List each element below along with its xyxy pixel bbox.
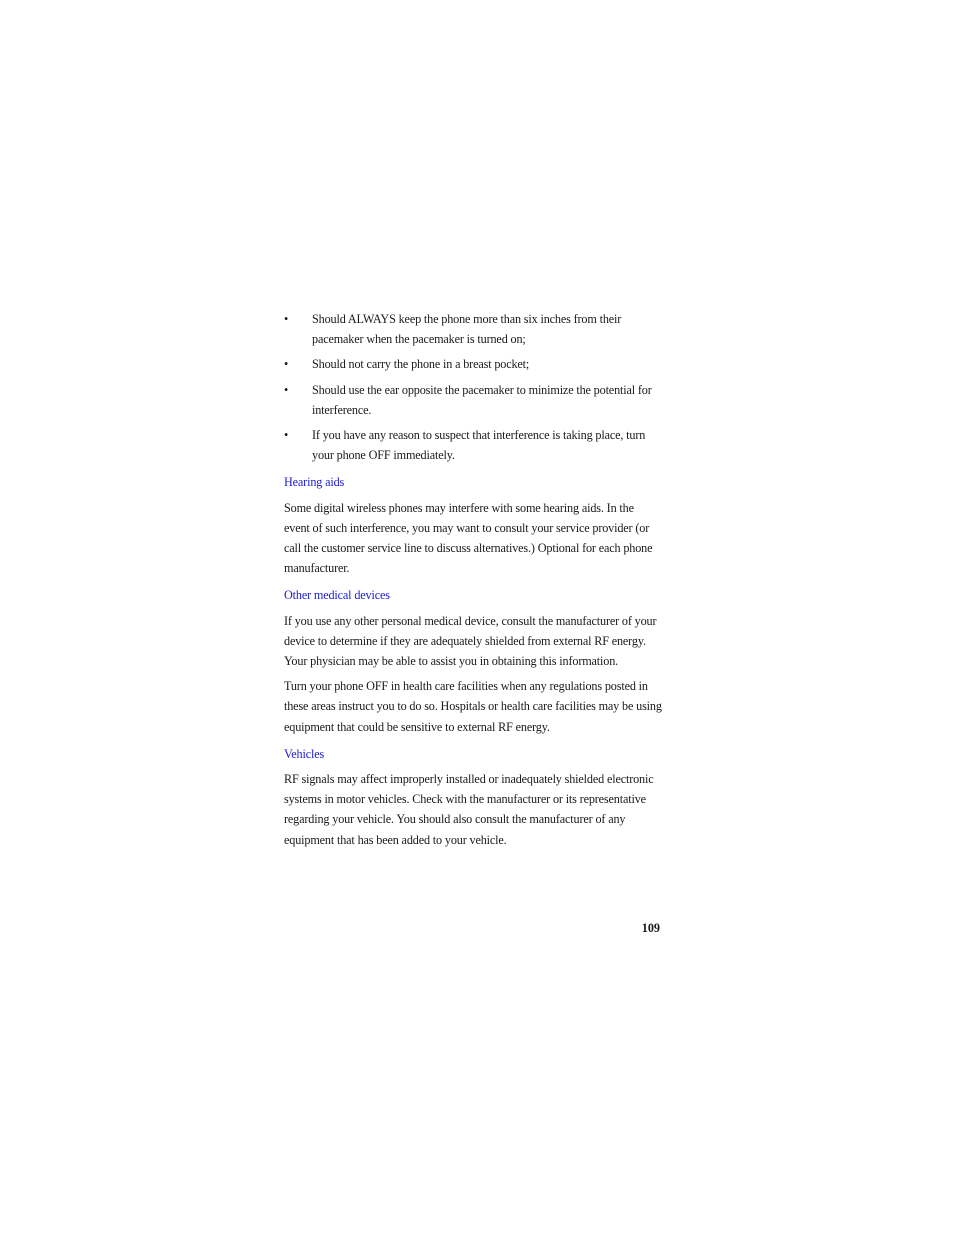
section-heading-vehicles: Vehicles (284, 746, 325, 761)
paragraph: If you use any other personal medical device, consult the manufacturer of your device to determine if they are adequately shielded from external RF energy. Your physician may be able to assist you in obtaining this information. (284, 613, 657, 669)
list-item (284, 380, 662, 420)
bullet-icon: • (284, 357, 289, 372)
paragraph: Turn your phone OFF in health care facilities when any regulations posted in these areas instruct you to do so. Hospitals or health care facilities may be using equipment that could be sensitive to external RF energy. (284, 679, 662, 734)
section-hearing-aids (284, 472, 662, 578)
pacemaker-guidelines-list (284, 309, 662, 465)
section-other-medical-devices (284, 585, 662, 736)
list-item (284, 354, 662, 374)
list-item (284, 309, 662, 349)
document-body (284, 309, 662, 855)
bullet-icon: • (284, 382, 289, 397)
page-number: 109 (641, 921, 660, 935)
bullet-icon: • (284, 428, 289, 443)
list-item (284, 425, 662, 465)
bullet-icon: • (284, 312, 289, 326)
list-item-text: Should ALWAYS keep the phone more than six inches from their pacemaker when the pacemaker is turned on; (312, 312, 622, 347)
paragraph: RF signals may affect improperly installed or inadequately shielded electronic systems in motor vehicles. Check with the manufacturer or its representative regarding your vehicle. You should also consult the manufacturer of any equipment that has been added to your vehicle. (284, 772, 654, 847)
list-item-text: Should not carry the phone in a breast pocket; (312, 357, 530, 372)
paragraph: Some digital wireless phones may interfere with some hearing aids. In the event of such interference, you may want to consult your service provider (or call the customer service line to discuss alternatives.) Optional for each phone manufacturer. (284, 500, 653, 576)
list-item-text: If you have any reason to suspect that interference is taking place, turn your phone OFF immediately. (312, 428, 646, 463)
section-vehicles (284, 744, 662, 850)
section-heading-hearing-aids: Hearing aids (284, 475, 345, 490)
list-item-text: Should use the ear opposite the pacemaker to minimize the potential for interference. (312, 382, 652, 417)
section-heading-other-medical-devices: Other medical devices (284, 588, 390, 603)
